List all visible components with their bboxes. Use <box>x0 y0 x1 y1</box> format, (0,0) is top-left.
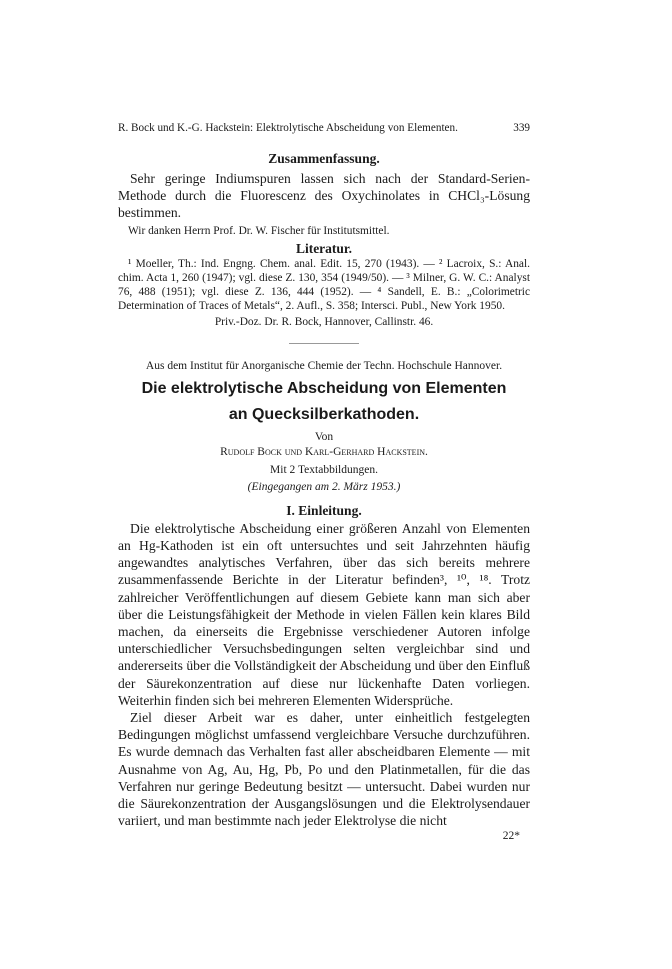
author-address: Priv.-Doz. Dr. R. Bock, Hannover, Callinstr. 46. <box>214 315 434 328</box>
einleitung-paragraph-1: Die elektrolytische Abscheidung einer größeren Anzahl von Elementen an Hg-Kathoden ist ein oft untersuchtes und seit Jahrzehnten häufig angewandtes analytisches Verfahren, über das sich bereits mehrere zusammenfassende Berichte in der Literatur befinden³, ¹⁰, ¹⁸. Trotz zahlreicher Veröffentlichungen auf diesem Gebiete kann man sich aber über die Leistungsfähigkeit der Methode in vielen Fällen kein klares Bild machen, da einerseits die Ergebnisse verschiedener Autoren infolge unterschiedlicher Versuchsbedingungen selten vergleichbar sind und andererseits über die Vollständigkeit der Abscheidung und über den Einfluß der Säurekonzentration auf diese nur lückenhafte Daten vorliegen. Weiterhin finden sich bei mehreren Elementen Widersprüche. <box>118 520 530 708</box>
running-header <box>118 121 530 135</box>
figures-note: Mit 2 Textabbildungen. <box>270 463 378 476</box>
acknowledgement: Wir danken Herrn Prof. Dr. W. Fischer für Institutsmittel. <box>128 224 390 237</box>
page <box>118 121 530 843</box>
section-separator <box>289 343 359 344</box>
zusammenfassung-heading: Zusammenfassung. <box>268 151 380 166</box>
literatur-heading: Literatur. <box>295 240 353 256</box>
section-heading-einleitung: I. Einleitung. <box>286 502 362 518</box>
article-title-line-1: Die elektrolytische Abscheidung von Elementen <box>141 379 507 397</box>
reference-list: ¹ Moeller, Th.: Ind. Engng. Chem. anal. Edit. 15, 270 (1943). — ² Lacroix, S.: Anal. chim. Acta 1, 260 (1947); vgl. diese Z. 130, 354 (1949/50). — ³ Milner, G. W. C.: Analyst 76, 488 (1951); vgl. diese Z. 136, 444 (1952). — ⁴ Sandell, E. B.: „Colorimetric Determination of Traces of Metals“, 2. Aufl., S. 358; Intersci. Publ., New York 1950. <box>118 257 530 313</box>
authors-line: Rudolf Bock und Karl-Gerhard Hackstein. <box>220 445 428 458</box>
einleitung-paragraph-2: Ziel dieser Arbeit war es daher, unter einheitlich festgelegten Bedingungen möglichst umfassend vergleichbare Versuche durchzuführen. Es wurde demnach das Verhalten fast aller abscheidbaren Elemente — mit Ausnahme von Ag, Au, Hg, Pb, Po und den Platinmetallen, für die das Verfahren nur geringe Bedeutung besitzt — untersucht. Dabei wurden nur die Säurekonzentration der Ausgangslösungen und die Elektrolysendauer variiert, und man bestimmte nach jeder Elektrolyse die nicht <box>118 710 530 829</box>
received-date: (Eingegangen am 2. März 1953.) <box>247 480 401 493</box>
article-title-line-2: an Quecksilberkathoden. <box>228 405 420 423</box>
zusammenfassung-text: Sehr geringe Indiumspuren lassen sich nach der Standard-Serien-Methode durch die Fluorescenz des Oxychinolates in CHCl₃-Lösung bestimmen. <box>118 171 530 221</box>
von-label: Von <box>314 430 334 443</box>
signature-mark: 22* <box>502 830 520 843</box>
running-header-title: R. Bock und K.-G. Hackstein: Elektrolytische Abscheidung von Elementen. <box>118 122 458 134</box>
page-number: 339 <box>513 122 530 134</box>
institute-line: Aus dem Institut für Anorganische Chemie der Techn. Hochschule Hannover. <box>145 359 503 372</box>
